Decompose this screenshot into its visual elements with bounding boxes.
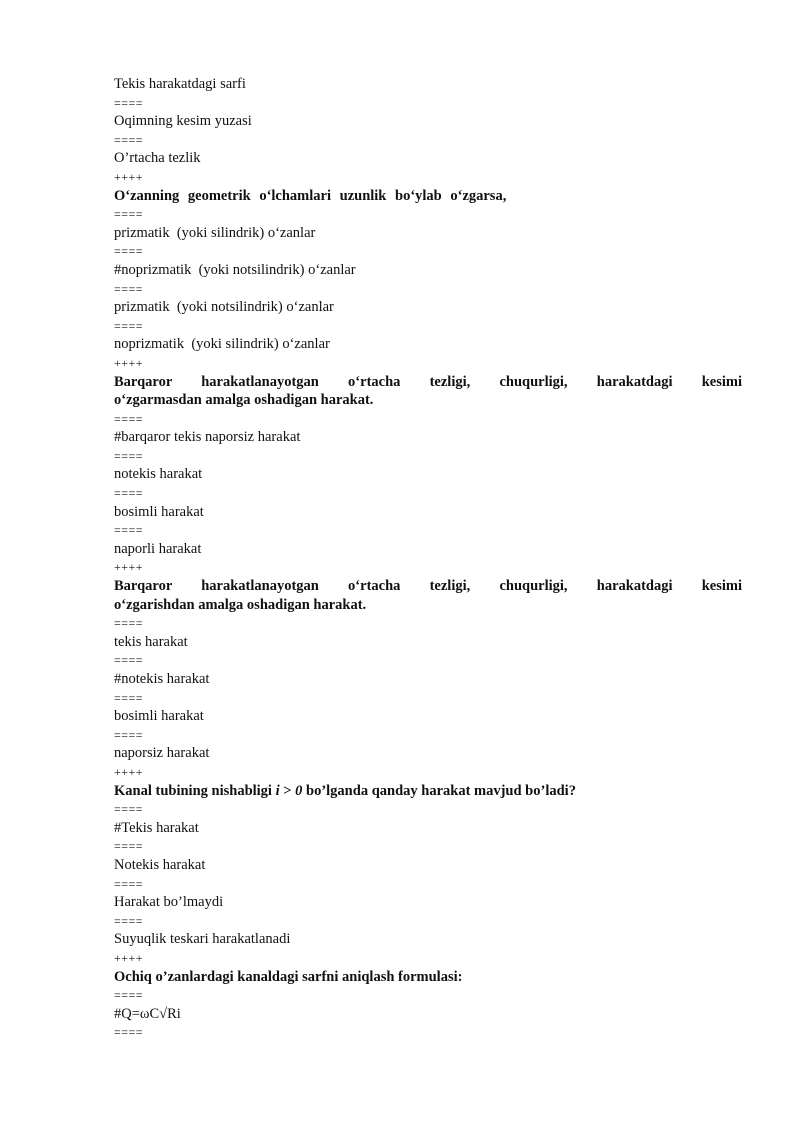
answer-option: Tekis harakatdagi sarfi: [114, 76, 246, 92]
separator: ====: [114, 690, 144, 705]
question-text-line2: o‘zgarishdan amalga oshadigan harakat.: [114, 596, 367, 613]
separator: ====: [114, 523, 144, 538]
question-text-line2: o‘zgarmasdan amalga oshadigan harakat.: [114, 392, 374, 409]
answer-option: naporli harakat: [114, 540, 202, 557]
question-delimiter: ++++: [114, 950, 144, 965]
answer-option: prizmatik (yoki silindrik) o‘zanlar: [114, 224, 316, 241]
question-text-mid: >: [279, 782, 296, 799]
question-text-line1: Barqaror harakatlanayotgan o‘rtacha tezligi, chuqurligi, harakatdagi kesimi: [114, 373, 742, 390]
answer-option: Suyuqlik teskari harakatlanadi: [114, 931, 291, 948]
answer-option: naporsiz harakat: [114, 745, 210, 762]
answer-option: noprizmatik (yoki silindrik) o‘zanlar: [114, 336, 330, 353]
separator: ====: [114, 95, 144, 110]
separator: ====: [114, 207, 144, 222]
answer-option-correct: #Tekis harakat: [114, 819, 199, 836]
separator: ====: [114, 411, 144, 426]
separator: ====: [114, 448, 144, 463]
question-text: [114, 782, 742, 801]
separator: ====: [114, 318, 144, 333]
answer-option: Notekis harakat: [114, 856, 206, 873]
document-page: [114, 75, 742, 1042]
separator: ====: [114, 244, 144, 259]
answer-option-correct: #barqaror tekis naporsiz harakat: [114, 429, 301, 446]
answer-option: Harakat bo’lmaydi: [114, 894, 224, 911]
answer-option-correct: #notekis harakat: [114, 671, 210, 687]
separator: ====: [114, 281, 144, 296]
question-text-post: bo’lganda qanday harakat mavjud bo’ladi?: [302, 782, 576, 799]
question-delimiter: ++++: [114, 355, 144, 370]
separator: ====: [114, 486, 144, 501]
answer-option: prizmatik (yoki notsilindrik) o‘zanlar: [114, 299, 334, 316]
separator: ====: [114, 653, 144, 668]
separator: ====: [114, 132, 144, 147]
answer-option: O’rtacha tezlik: [114, 150, 201, 167]
answer-option: tekis harakat: [114, 633, 188, 650]
separator: ====: [114, 1025, 144, 1040]
answer-option: bosimli harakat: [114, 503, 204, 520]
separator: ====: [114, 876, 144, 891]
answer-option: Oqimning kesim yuzasi: [114, 113, 252, 130]
separator: ====: [114, 616, 144, 631]
question-delimiter: ++++: [114, 764, 144, 779]
separator: ====: [114, 988, 144, 1003]
separator: ====: [114, 913, 144, 928]
question-text: O‘zanning geometrik o‘lchamlari uzunlik bo‘ylab o‘zgarsa,: [114, 187, 507, 204]
question-delimiter: ++++: [114, 560, 144, 575]
question-text-line1: Barqaror harakatlanayotgan o‘rtacha tezligi, chuqurligi, harakatdagi kesimi: [114, 578, 742, 595]
zero-value: 0: [295, 782, 303, 799]
separator: ====: [114, 839, 144, 854]
answer-option-correct: #noprizmatik (yoki notsilindrik) o‘zanlar: [114, 261, 356, 278]
answer-option: notekis harakat: [114, 466, 203, 483]
separator: ====: [114, 727, 144, 742]
question-delimiter: ++++: [114, 169, 144, 184]
answer-option-correct: #Q=ωC√Ri: [114, 1005, 181, 1022]
answer-option: bosimli harakat: [114, 708, 204, 725]
question-text-pre: Kanal tubining nishabligi: [114, 782, 276, 799]
separator: ====: [114, 802, 144, 817]
slope-variable: i: [275, 782, 280, 799]
question-text: Ochiq o’zanlardagi kanaldagi sarfni aniqlash formulasi:: [114, 968, 463, 985]
